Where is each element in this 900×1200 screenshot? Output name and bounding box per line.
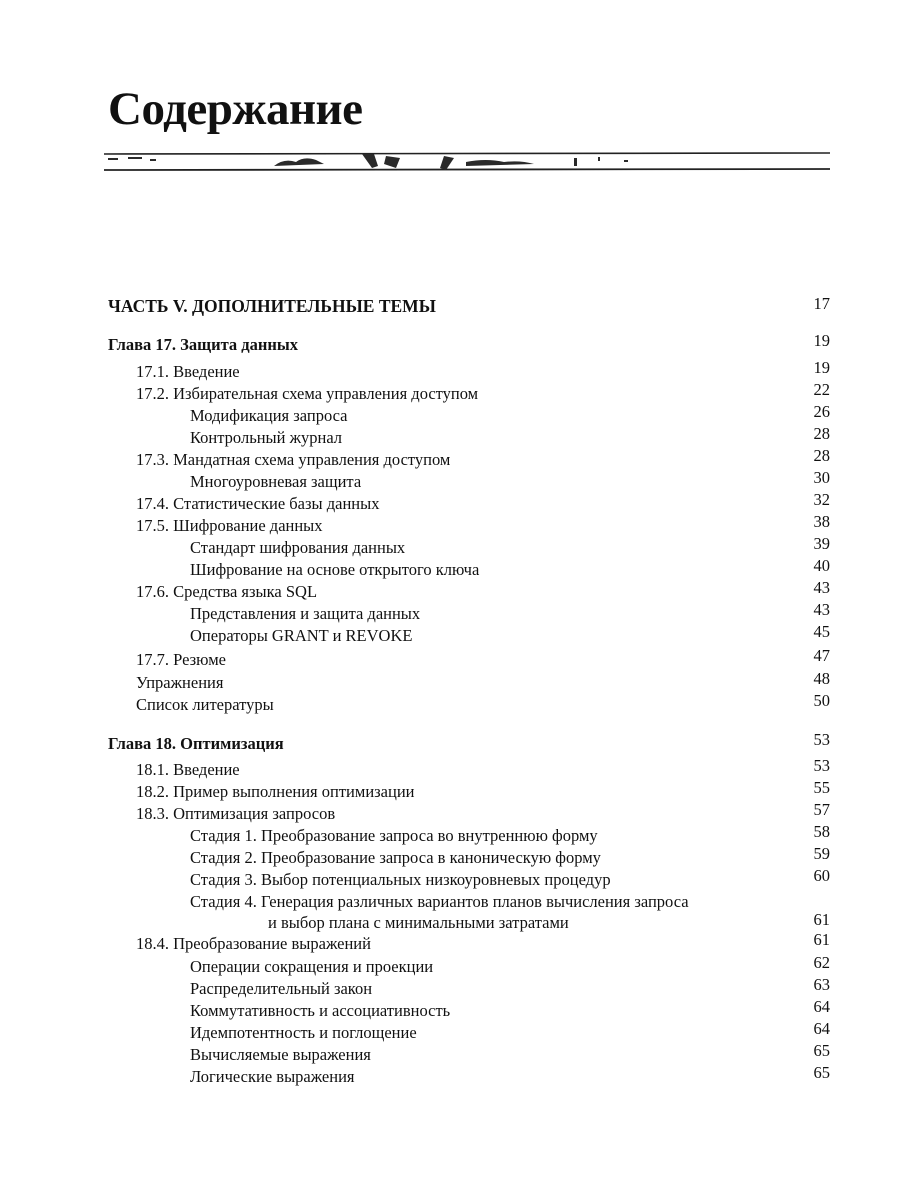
- toc-page-number: 63: [813, 975, 830, 994]
- toc-chapter-18[interactable]: Глава 18. Оптимизация: [108, 734, 284, 753]
- toc-part-title[interactable]: ЧАСТЬ V. ДОПОЛНИТЕЛЬНЫЕ ТЕМЫ: [108, 296, 436, 316]
- toc-item[interactable]: Стадия 1. Преобразование запроса во внутреннюю форму: [190, 826, 598, 845]
- toc-page-number: 55: [813, 778, 830, 797]
- toc-page-number: 53: [813, 756, 830, 775]
- toc-item[interactable]: 17.2. Избирательная схема управления доступом: [136, 384, 479, 403]
- toc-item[interactable]: 17.6. Средства языка SQL: [136, 582, 318, 601]
- toc-item[interactable]: Список литературы: [136, 695, 274, 714]
- toc-item-continuation[interactable]: и выбор плана с минимальными затратами: [268, 913, 569, 932]
- toc-item[interactable]: Шифрование на основе открытого ключа: [190, 560, 480, 579]
- toc-item[interactable]: Упражнения: [136, 673, 224, 692]
- toc-item[interactable]: Операторы GRANT и REVOKE: [190, 626, 413, 645]
- toc-page-number: 61: [813, 910, 830, 929]
- toc-page-number: 28: [813, 424, 830, 443]
- toc-item[interactable]: Идемпотентность и поглощение: [190, 1023, 417, 1042]
- toc-item[interactable]: 17.4. Статистические базы данных: [136, 494, 380, 513]
- toc-page-number: 62: [813, 953, 830, 972]
- toc-page-number: 39: [813, 534, 830, 553]
- toc-item[interactable]: Стадия 2. Преобразование запроса в каноническую форму: [190, 848, 601, 867]
- toc-item[interactable]: Операции сокращения и проекции: [190, 957, 434, 976]
- page-title: Содержание: [108, 83, 363, 135]
- toc-item[interactable]: Вычисляемые выражения: [190, 1045, 371, 1064]
- toc-item[interactable]: 18.2. Пример выполнения оптимизации: [136, 782, 415, 801]
- toc-page-number: 57: [813, 800, 830, 819]
- toc-page-number: 64: [813, 1019, 830, 1038]
- toc-page-number: 65: [813, 1041, 830, 1060]
- toc-page-number: 59: [813, 844, 830, 863]
- toc-page-number: 40: [813, 556, 830, 575]
- toc-item[interactable]: 17.3. Мандатная схема управления доступом: [136, 450, 451, 469]
- toc-page-number: 43: [813, 578, 830, 597]
- toc-page-number: 61: [813, 930, 830, 949]
- toc-page-number: 48: [813, 669, 830, 688]
- toc-chapter-17[interactable]: Глава 17. Защита данных: [108, 335, 298, 354]
- toc-item[interactable]: Контрольный журнал: [190, 428, 343, 447]
- toc-page-number: 28: [813, 446, 830, 465]
- toc-page-number: 47: [813, 646, 830, 665]
- toc-item[interactable]: 18.1. Введение: [136, 760, 240, 779]
- toc-page-number: 32: [813, 490, 830, 509]
- toc-page-number: 43: [813, 600, 830, 619]
- toc-page-number: 38: [813, 512, 830, 531]
- toc-item[interactable]: Стандарт шифрования данных: [190, 538, 406, 557]
- toc-page-number: 30: [813, 468, 830, 487]
- toc-page-number: 65: [813, 1063, 830, 1082]
- toc-page-number: 58: [813, 822, 830, 841]
- toc-item[interactable]: Представления и защита данных: [190, 604, 421, 623]
- toc-item[interactable]: 17.5. Шифрование данных: [136, 516, 323, 535]
- toc-item[interactable]: Стадия 4. Генерация различных вариантов планов вычисления запроса: [190, 892, 689, 911]
- toc-item[interactable]: Логические выражения: [190, 1067, 355, 1086]
- toc-page-number: 60: [813, 866, 830, 885]
- toc-page-number: 17: [813, 294, 830, 313]
- toc-item[interactable]: 18.3. Оптимизация запросов: [136, 804, 336, 823]
- toc-page-number: 50: [813, 691, 830, 710]
- toc-item[interactable]: Коммутативность и ассоциативность: [190, 1001, 451, 1020]
- toc-page-number: 26: [813, 402, 830, 421]
- toc-page-number: 45: [813, 622, 830, 641]
- toc-page-number: 64: [813, 997, 830, 1016]
- toc-page-number: 19: [813, 358, 830, 377]
- toc-item[interactable]: 17.7. Резюме: [136, 650, 227, 669]
- toc-item[interactable]: Модификация запроса: [190, 406, 348, 425]
- toc-item[interactable]: 18.4. Преобразование выражений: [136, 934, 371, 953]
- toc-page-number: 53: [813, 730, 830, 749]
- toc-item[interactable]: Многоуровневая защита: [190, 472, 362, 491]
- toc-item[interactable]: Распределительный закон: [190, 979, 373, 998]
- toc-item[interactable]: Стадия 3. Выбор потенциальных низкоуровневых процедур: [190, 870, 611, 889]
- toc-page-number: 19: [813, 331, 830, 350]
- toc-item[interactable]: 17.1. Введение: [136, 362, 240, 381]
- toc-page-number: 22: [813, 380, 830, 399]
